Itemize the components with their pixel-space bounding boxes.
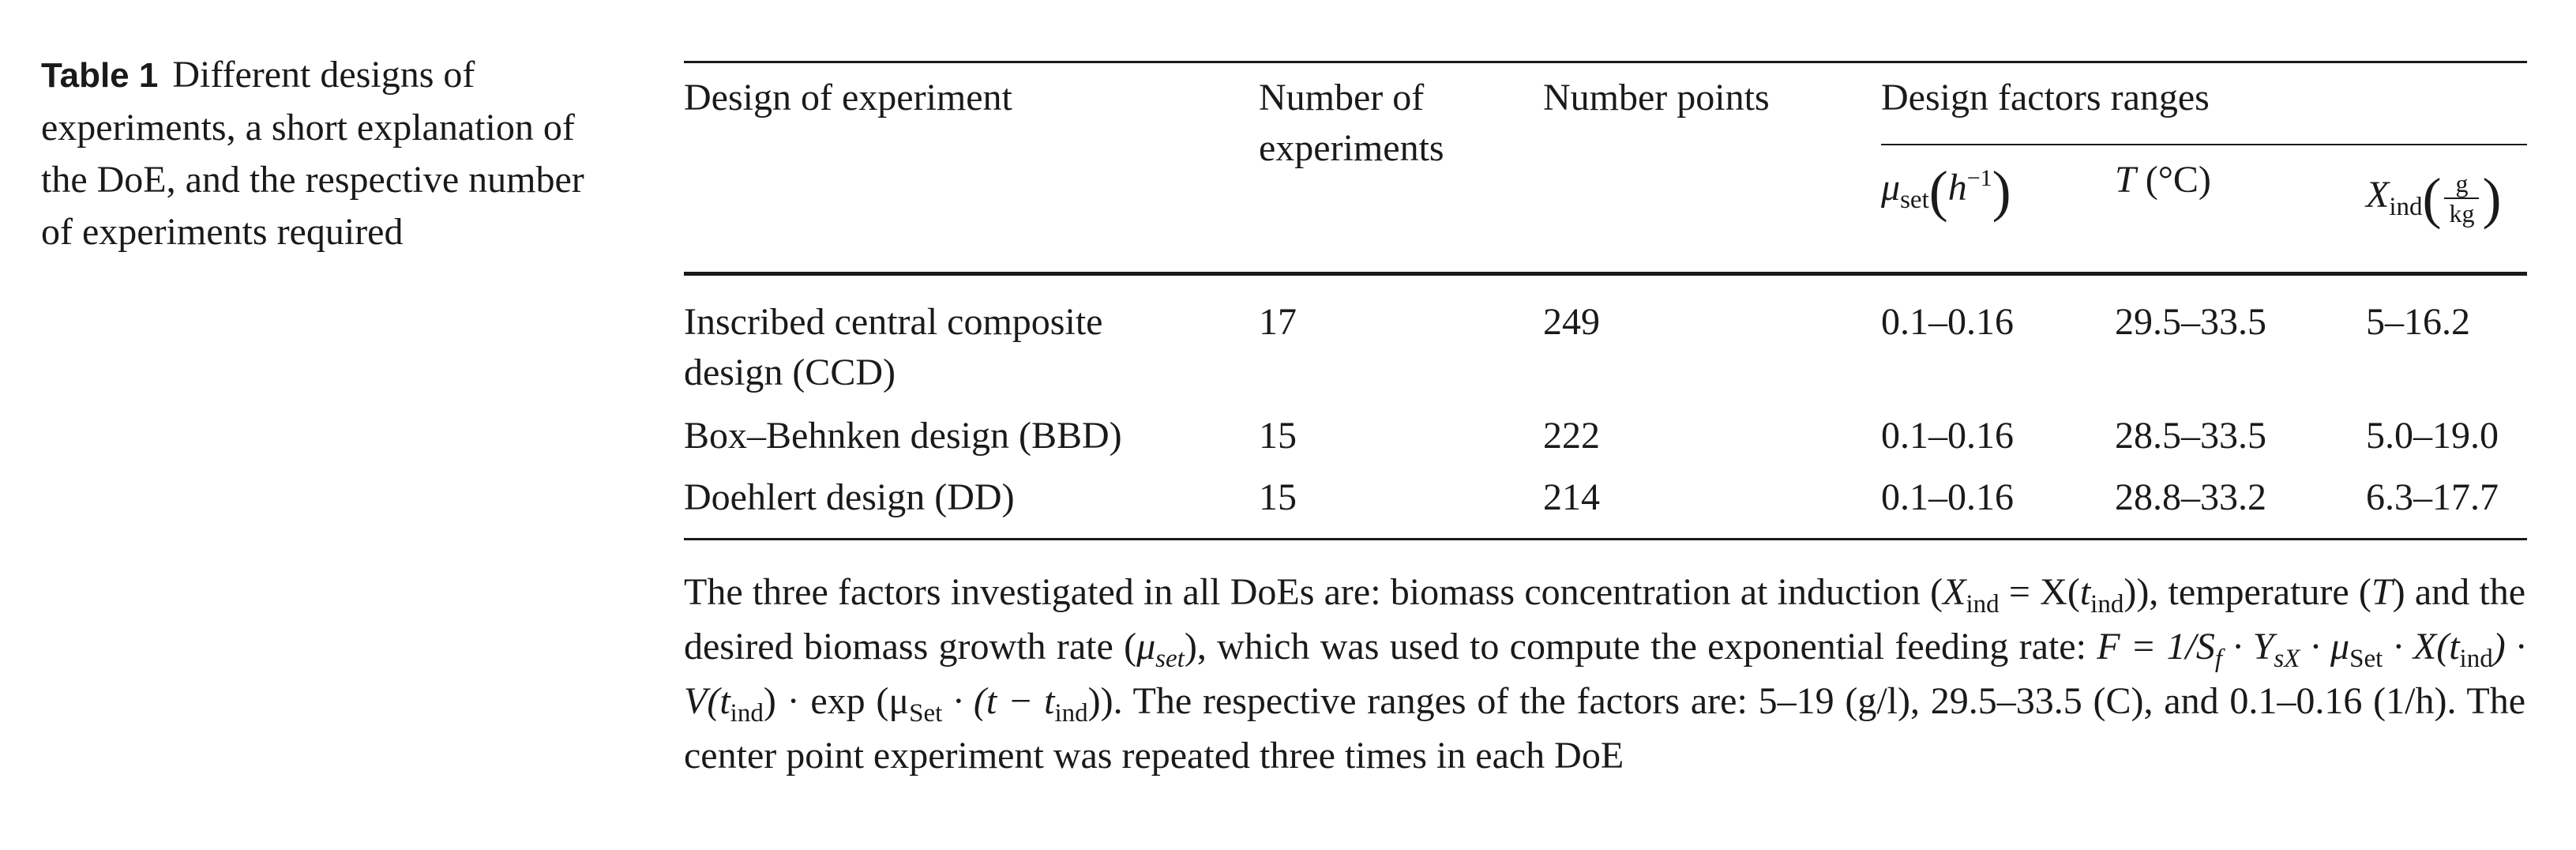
header-num-points: Number points xyxy=(1543,77,1770,118)
table-row-mu: 0.1–0.16 xyxy=(1881,301,2014,343)
header-mu-set: $\mu_{set}(h^{-1})$ xyxy=(1881,159,2011,223)
table-row-x: 5–16.2 xyxy=(2366,301,2470,343)
table-row-points: 249 xyxy=(1543,301,1600,343)
header-temperature: T (°C) xyxy=(2115,159,2211,201)
table-row-design: Box–Behnken design (BBD) xyxy=(684,415,1122,457)
table-label: Table 1 xyxy=(41,56,159,95)
top-rule xyxy=(684,61,2527,63)
table-row-experiments: 15 xyxy=(1259,476,1297,518)
table-row-points: 214 xyxy=(1543,476,1600,518)
table-row-design: Inscribed central composite design (CCD) xyxy=(684,301,1103,393)
table-row-t: 29.5–33.5 xyxy=(2115,301,2266,343)
table-row-points: 222 xyxy=(1543,415,1600,457)
table-footnote: The three factors investigated in all DoEs are: biomass concentration at induction $(X_{ind} = X(t_{ind}))$, temperature (T) and the desired biomass growth rate $(\mu_{set})$, which was used to compute the exponential feeding rate: $F = 1/S_f \cdot Y_{sX} \cdot \mu_{Set} \cdot X(t_{ind}) \cdot V(t_{ind}) \cdot \exp (\mu_{Set} \cdot (t - t_{ind}))$. The respective ranges of the factors are: 5–19 (g/l), 29.5–33.5 (C), and 0.1–0.16 (1/h). The center point experiment was repeated three times in each DoE xyxy=(684,571,2526,777)
header-design: Design of experiment xyxy=(684,77,1012,118)
table-row-t: 28.8–33.2 xyxy=(2115,476,2266,518)
table-caption xyxy=(41,49,610,258)
header-factor-ranges: Design factors ranges xyxy=(1881,77,2210,118)
table-row-t: 28.5–33.5 xyxy=(2115,415,2266,457)
table-row-experiments: 17 xyxy=(1259,301,1297,343)
table-row-experiments: 15 xyxy=(1259,415,1297,457)
header-bottom-rule xyxy=(684,272,2527,276)
table-row-x: 6.3–17.7 xyxy=(2366,476,2499,518)
header-x-ind: $X_{ind}$( $\frac{g}{kg}$ ) xyxy=(2366,167,2502,230)
table-row-x: 5.0–19.0 xyxy=(2366,415,2499,457)
factor-group-rule xyxy=(1881,144,2527,145)
caption-text: Different designs of experiments, a short explanation of the DoE, and the respective number of experiments required xyxy=(41,54,584,253)
bottom-rule xyxy=(684,538,2527,540)
table-row-design: Doehlert design (DD) xyxy=(684,476,1015,518)
table-row-mu: 0.1–0.16 xyxy=(1881,415,2014,457)
table-row-mu: 0.1–0.16 xyxy=(1881,476,2014,518)
header-num-experiments: Number of experiments xyxy=(1259,77,1444,169)
